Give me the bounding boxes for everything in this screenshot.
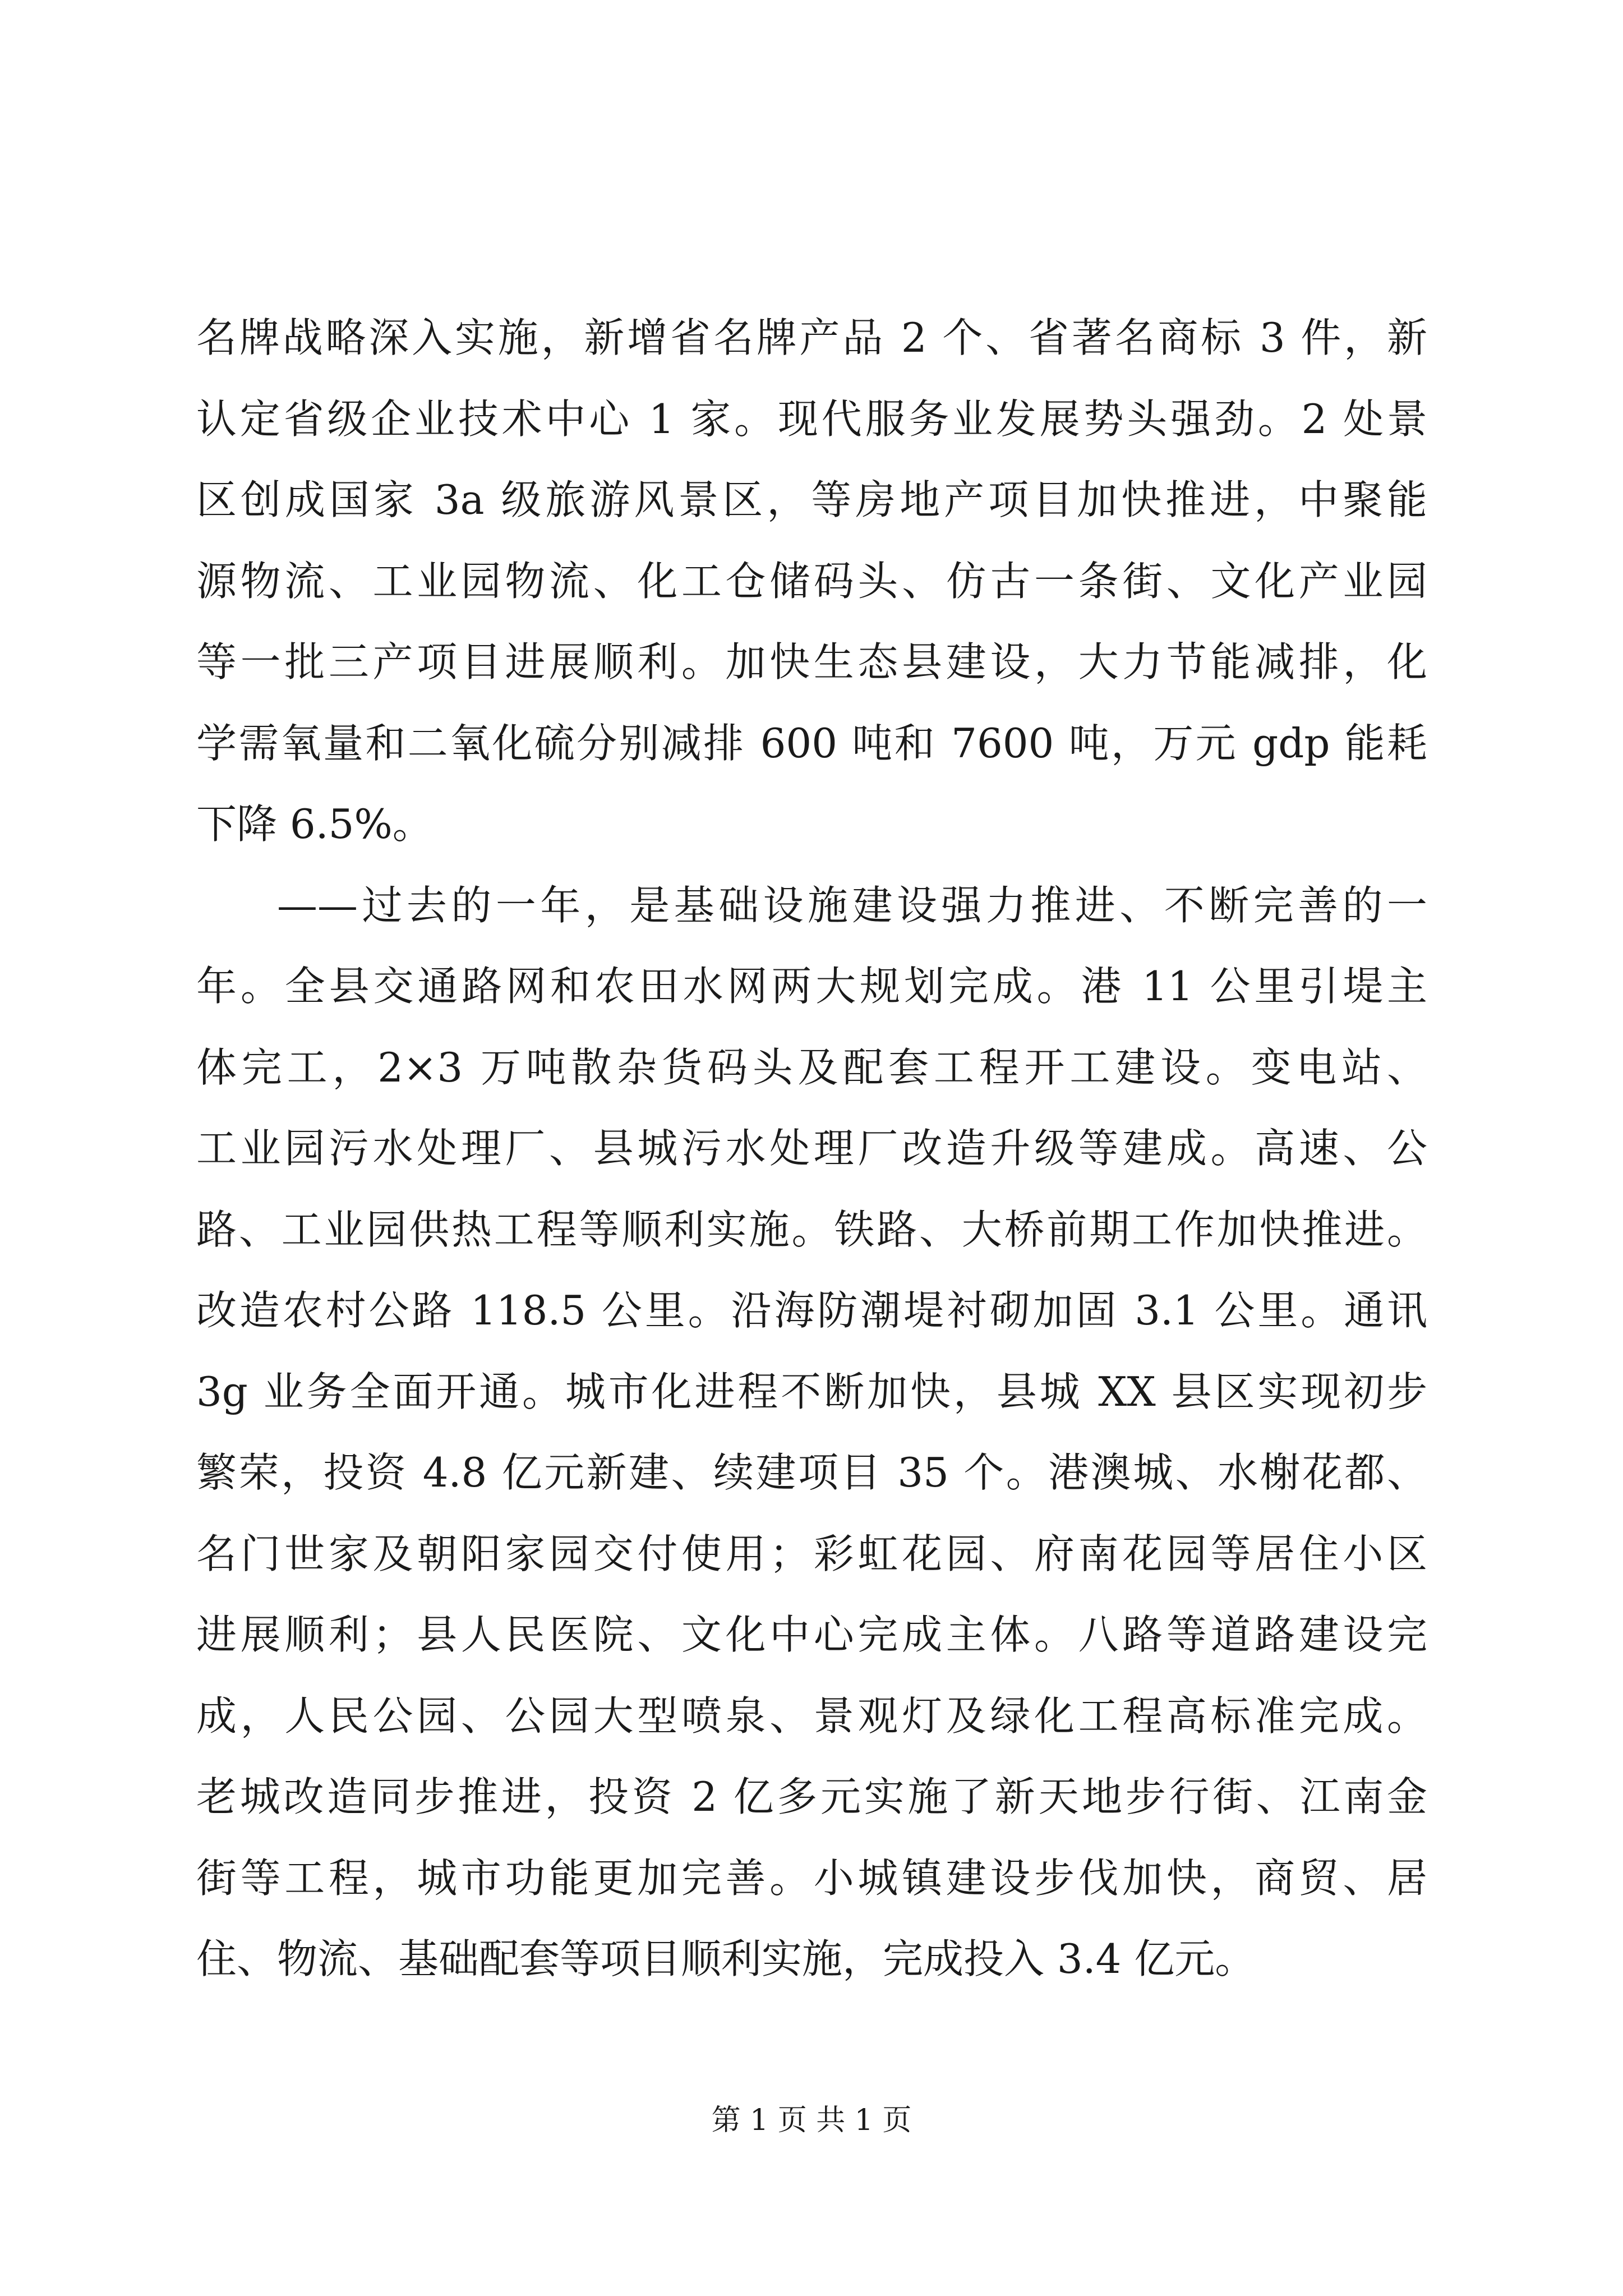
- text-line: 3g 业务全面开通。城市化进程不断加快，县城 XX 县区实现初步: [196, 1368, 1427, 1415]
- text-line: 认定省级企业技术中心 1 家。现代服务业发展势头强劲。2 处景: [196, 395, 1427, 443]
- text-line: 体完工，2×3 万吨散杂货码头及配套工程开工建设。变电站、: [196, 1043, 1427, 1091]
- text-line: 改造农村公路 118.5 公里。沿海防潮堤衬砌加固 3.1 公里。通讯: [196, 1287, 1427, 1334]
- paragraph-2: [196, 865, 1427, 2000]
- text-line: ——过去的一年，是基础设施建设强力推进、不断完善的一: [277, 881, 1427, 929]
- text-line: 等一批三产项目进展顺利。加快生态县建设，大力节能减排，化: [196, 638, 1427, 685]
- document-body: [196, 297, 1427, 2000]
- text-line: 繁荣，投资 4.8 亿元新建、续建项目 35 个。港澳城、水榭花都、: [196, 1449, 1427, 1496]
- text-line: 街等工程，城市功能更加完善。小城镇建设步伐加快，商贸、居: [196, 1854, 1427, 1902]
- text-line: 学需氧量和二氧化硫分别减排 600 吨和 7600 吨，万元 gdp 能耗: [196, 719, 1427, 767]
- text-line: 年。全县交通路网和农田水网两大规划完成。港 11 公里引堤主: [196, 963, 1427, 1010]
- text-line: 下降 6.5%。: [196, 800, 433, 848]
- text-line: 名门世家及朝阳家园交付使用；彩虹花园、府南花园等居住小区: [196, 1530, 1427, 1577]
- text-line: 成，人民公园、公园大型喷泉、景观灯及绿化工程高标准完成。: [196, 1692, 1427, 1740]
- text-line: 工业园污水处理厂、县城污水处理厂改造升级等建成。高速、公: [196, 1125, 1427, 1172]
- text-line: 老城改造同步推进，投资 2 亿多元实施了新天地步行街、江南金: [196, 1773, 1427, 1820]
- text-line: 区创成国家 3a 级旅游风景区，等房地产项目加快推进，中聚能: [196, 476, 1427, 523]
- text-line: 路、工业园供热工程等顺利实施。铁路、大桥前期工作加快推进。: [196, 1205, 1427, 1253]
- text-line: 名牌战略深入实施，新增省名牌产品 2 个、省著名商标 3 件，新: [196, 314, 1427, 361]
- paragraph-1: [196, 297, 1427, 865]
- page-footer: 第 1 页 共 1 页: [711, 2104, 912, 2137]
- text-line: 住、物流、基础配套等项目顺利实施，完成投入 3.4 亿元。: [196, 1935, 1256, 1982]
- text-line: 进展顺利；县人民医院、文化中心完成主体。八路等道路建设完: [196, 1611, 1427, 1658]
- text-line: 源物流、工业园物流、化工仓储码头、仿古一条街、文化产业园: [196, 557, 1427, 605]
